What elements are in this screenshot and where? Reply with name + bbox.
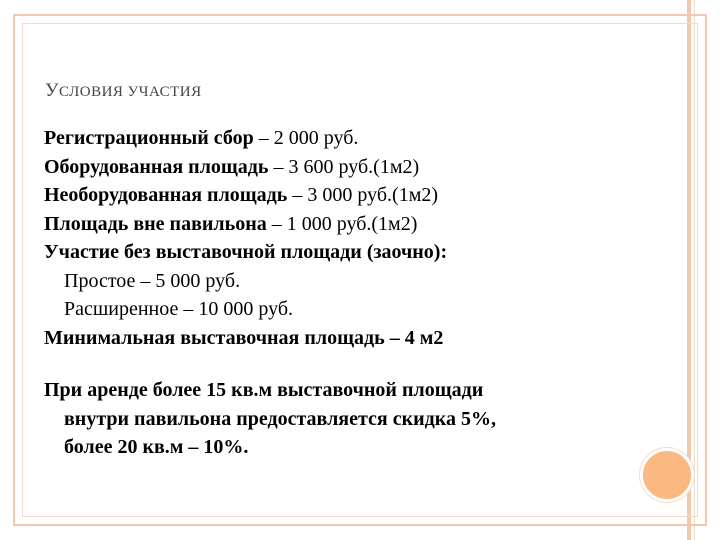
discount-paragraph	[44, 376, 674, 462]
slide-content	[44, 124, 674, 462]
fee-line-registration: Регистрационный сбор – 2 000 руб.	[44, 127, 359, 149]
discount-line-1: При аренде более 15 кв.м выставочной площади	[44, 379, 484, 401]
spacer	[44, 352, 674, 376]
discount-line-3: более 20 кв.м – 10%.	[64, 436, 249, 458]
fee-line-outside: Площадь вне павильона – 1 000 руб.(1м2)	[44, 212, 418, 235]
title-rest: СЛОВИЯ УЧАСТИЯ	[58, 84, 202, 100]
sub-item-simple: Простое – 5 000 руб.	[64, 269, 241, 292]
fee-line-equipped: Оборудованная площадь – 3 600 руб.(1м2)	[44, 155, 420, 178]
sub-item-extended: Расширенное – 10 000 руб.	[64, 298, 294, 320]
slide-title	[45, 80, 202, 102]
discount-line-2: внутри павильона предоставляется скидка 5%,	[64, 407, 497, 430]
title-first-letter: У	[45, 80, 59, 101]
fee-line-remote: Участие без выставочной площади (заочно):	[44, 241, 448, 263]
min-area-line: Минимальная выставочная площадь – 4 м2	[44, 326, 444, 349]
fee-line-unequipped: Необорудованная площадь – 3 000 руб.(1м2)	[44, 184, 439, 206]
